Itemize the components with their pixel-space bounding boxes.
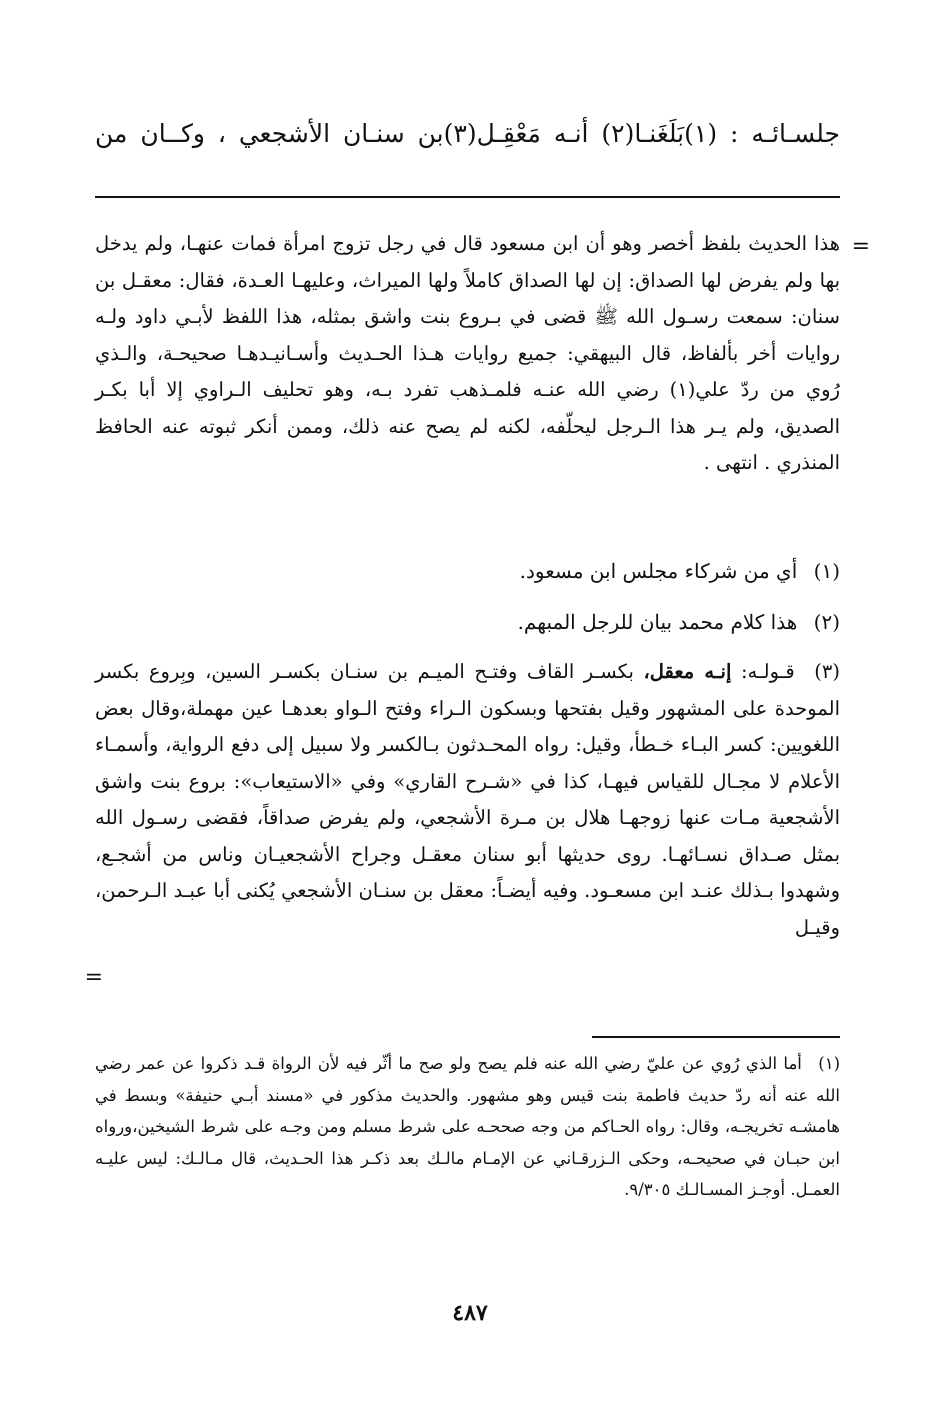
note-3	[95, 654, 840, 946]
text-separator-rule	[95, 196, 840, 198]
note-1	[95, 553, 840, 590]
page-number: ٤٨٧	[452, 1300, 488, 1326]
note-3-bold-phrase: إنـه معقل،	[643, 660, 732, 683]
note-2-number: (٢)	[813, 610, 840, 634]
footnote-text: أما الذي رُوي عن عليّ رضي الله عنه فلم يصح ولو صح ما أثّر فيه لأن الرواة قـد ذكروا عن عمر رضي الله عنه أنه ردّ حديث فاطمة بنت قيس وهو مشهور. والحديث مذكور في «مسند أبـي حنيفة» وبسط في هامشـه تخريجـه، وقال: رواه الحـاكم من وجه صححـه على شرط مسلم ومن وجـه على شرط الشيخين،ورواه ابن حبـان في صحيحـه، وحكى الـزرقـاني عن الإمـام مالـك بعد ذكـر هذا الحـديث، قال مـالـك: ليس عليـه العمـل. أوجـز المسـالـك ٩/٣٠٥.	[95, 1054, 840, 1199]
footnote-number: (١)	[818, 1054, 840, 1073]
continuation-marker-top: =	[851, 234, 870, 259]
footnote	[95, 1048, 840, 1206]
note-1-text: أي من شركاء مجلس ابن مسعود.	[519, 559, 798, 583]
note-1-number: (١)	[813, 559, 840, 583]
footnote-separator-rule	[592, 1036, 840, 1038]
main-text-line: جلسـائـه : (١)بَلَغَنـا(٢) أنـه مَعْقِـل(٣)بن سنـان الأشجعي ، وكــان من	[95, 119, 840, 148]
note-continuation-text: هذا الحديث بلفظ أخصر وهو أن ابن مسعود قال في رجل تزوج امرأة فمات عنهـا، ولم يدخل بها ولم يفرض لها الصداق: إن لها الصداق كاملاً ولها الميراث، وعليهـا العـدة، فقال: معقـل بن سنان: سمعت رسـول الله ﷺ قضى في بـروع بنت واشق بمثله، هذا اللفظ لأبـي داود ولـه روايات أخر بألفاظ، قال البيهقي: جميع روايات هـذا الحـديث وأسـانيـدهـا صحيحـة، والـذي رُوي من ردّ علي(١) رضي الله عنـه فلمـذهب تفرد بـه، وهو تحليف الـراوي إلا أبا بكـر الصديق، ولم يـر هذا الـرجل ليحلّفه، لكنه لم يصح عنه ذلك، وممن أنكر ثبوته عنه الحافظ المنذري . انتهى .	[95, 232, 841, 474]
note-3-text: بكسـر القاف وفتـح الميـم بن سنـان بكسـر السين، وبِروع بكسر الموحدة على المشهور وقيل بفتحها وبسكون الـراء وفتح الـواو بعدهـا عين مهملة،وقال بعض اللغويين: كسر البـاء خـطأ، وقيل: رواه المحـدثون بـالكسر ولا سبيل إلى دفع الرواية، وأسمـاء الأعلام لا مجـال للقياس فيهـا، كذا في «شـرح القاري» وفي «الاستيعاب»: بروع بنت واشق الأشجعية مـات عنها زوجهـا هلال بن مـرة الأشجعي، ولم يفرض صداقاً، فقضى رسـول الله بمثل صـداق نسـائهـا. روى حديثها أبو سنان معقـل وجراح الأشجعيـان وناس من أشجـع، وشهدوا بـذلك عنـد ابن مسعـود. وفيه أيضـاً: معقل بن سنـان الأشجعي يُكنى أبا عبـد الـرحمن، وقيـل	[95, 660, 840, 939]
note-3-number: (٣)	[814, 660, 840, 683]
book-page	[84, 0, 870, 1407]
note-2-text: هذا كلام محمد بيان للرجل المبهم.	[517, 610, 798, 634]
note-3-lead: قـولـه:	[740, 660, 795, 683]
previous-note-continuation	[95, 226, 840, 482]
continuation-marker-bottom: =	[84, 965, 103, 990]
note-2	[95, 604, 840, 641]
